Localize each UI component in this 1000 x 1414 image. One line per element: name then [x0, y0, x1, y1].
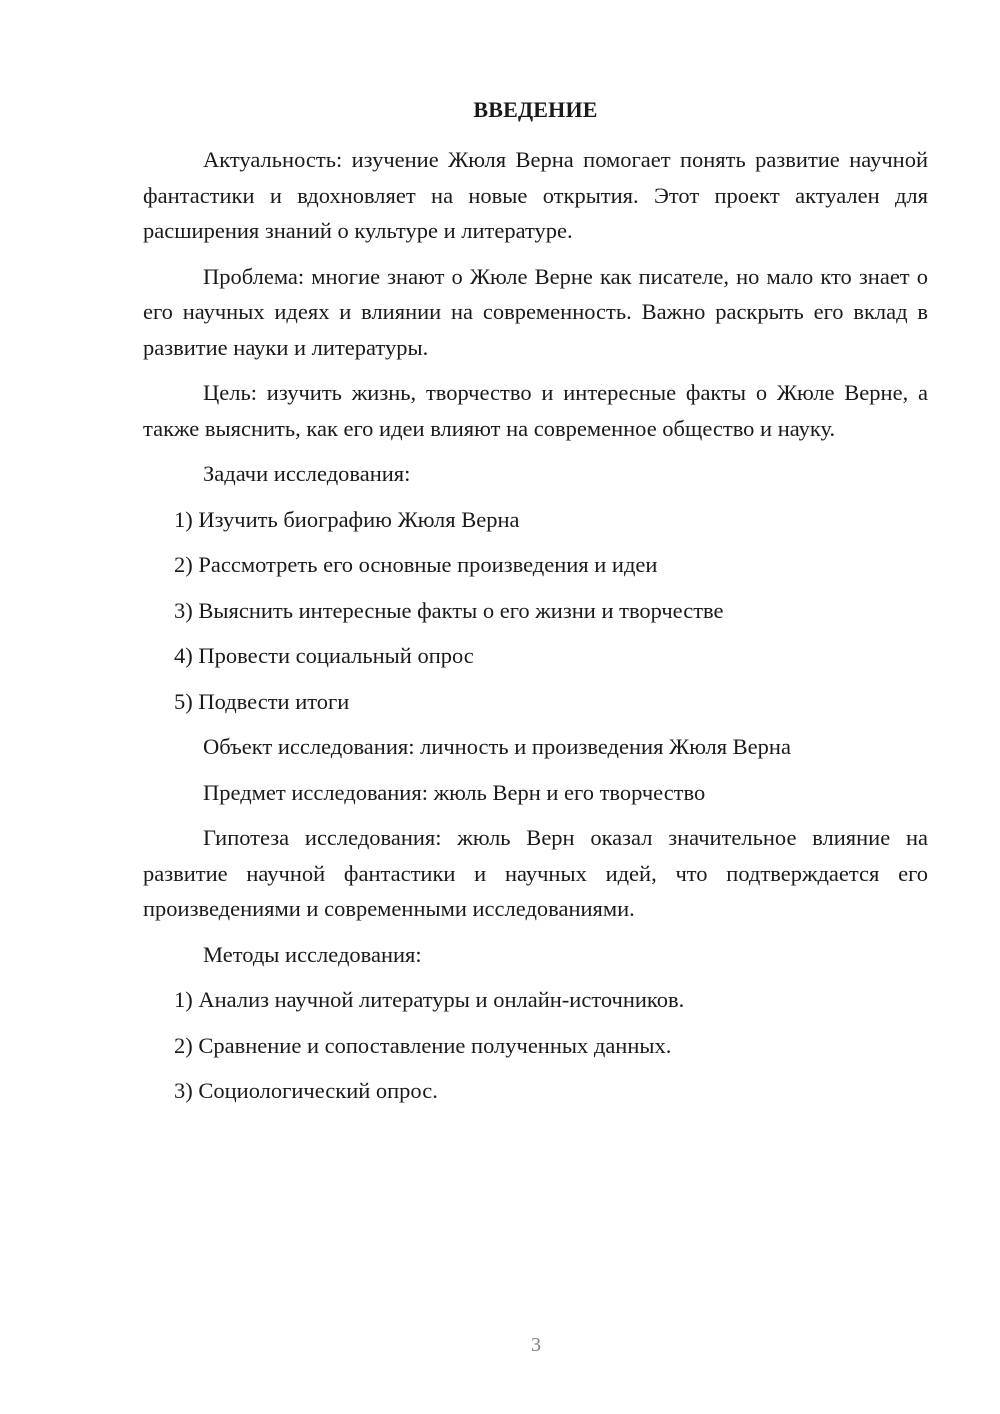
method-item: 1) Анализ научной литературы и онлайн-источников.	[174, 987, 685, 1012]
task-item: 1) Изучить биографию Жюля Верна	[174, 506, 520, 532]
task-item: 5) Подвести итоги	[174, 688, 350, 714]
section-heading: ВВЕДЕНИЕ	[473, 97, 598, 122]
problem-paragraph: Проблема: многие знают о Жюле Верне как писателе, но мало кто знает о его научных идеях и влиянии на современность. Важно раскрыть его вклад в развитие науки и литературы.	[143, 263, 928, 360]
research-subject: Предмет исследования: жюль Верн и его творчество	[203, 779, 706, 805]
method-item: 2) Сравнение и сопоставление полученных данных.	[174, 1032, 672, 1058]
tasks-title: Задачи исследования:	[203, 461, 411, 486]
page-number: 3	[531, 1334, 541, 1356]
hypothesis-paragraph: Гипотеза исследования: жюль Верн оказал значительное влияние на развитие научной фантастики и научных идей, что подтверждается его произведениями и современными исследованиями.	[143, 825, 928, 921]
goal-paragraph: Цель: изучить жизнь, творчество и интересные факты о Жюле Верне, а также выяснить, как его идеи влияют на современное общество и науку.	[143, 380, 928, 441]
task-item: 4) Провести социальный опрос	[174, 643, 474, 668]
research-object: Объект исследования: личность и произведения Жюля Верна	[203, 734, 791, 759]
page-content	[143, 96, 928, 1119]
method-item: 3) Социологический опрос.	[174, 1078, 438, 1103]
relevance-paragraph: Актуальность: изучение Жюля Верна помогает понять развитие научной фантастики и вдохновляет на новые открытия. Этот проект актуален для расширения знаний о культуре и литературе.	[143, 147, 928, 243]
task-item: 2) Рассмотреть его основные произведения и идеи	[174, 552, 658, 577]
task-item: 3) Выяснить интересные факты о его жизни и творчестве	[174, 597, 724, 623]
methods-title: Методы исследования:	[203, 941, 422, 967]
